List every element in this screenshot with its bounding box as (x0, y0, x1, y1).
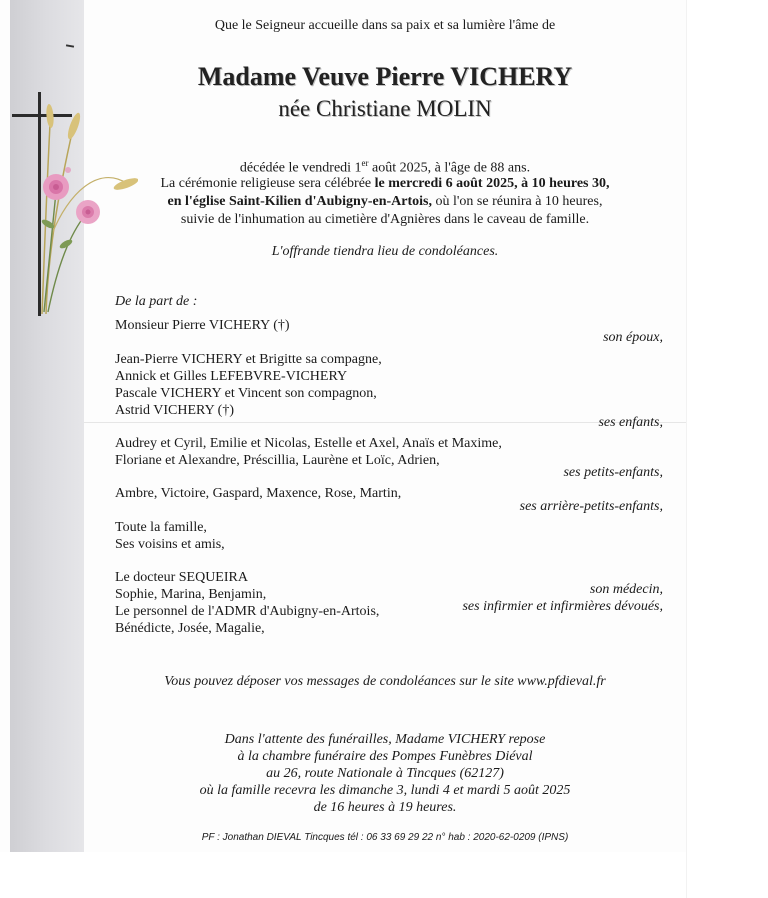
church-line (84, 194, 686, 210)
church-name: en l'église Saint-Kilien d'Aubigny-en-Artois, (167, 194, 432, 209)
ceremony-text: La cérémonie religieuse sera célébrée (160, 176, 375, 191)
meeting-time: où l'on se réunira à 10 heures, (432, 194, 603, 209)
deceased-name: Madame Veuve Pierre VICHERY (197, 62, 573, 91)
relation-label: ses arrière-petits-enfants, (519, 499, 663, 514)
relation-label: ses infirmier et infirmières dévoués, (462, 599, 663, 614)
condolences-text: Vous pouvez déposer vos messages de condoléances sur le site www.pfdieval.fr (164, 674, 606, 689)
family-line: Le personnel de l'ADMR d'Aubigny-en-Artois, (115, 604, 380, 619)
family-line: Sophie, Marina, Benjamin, (115, 587, 267, 602)
deceased-birth-name: née Christiane MOLIN (278, 96, 492, 121)
wake-line: Dans l'attente des funérailles, Madame VICHERY repose (224, 732, 546, 747)
page-margin-bottom (0, 852, 686, 898)
family-line: Bénédicte, Josée, Magalie, (115, 621, 265, 636)
wake-line: au 26, route Nationale à Tincques (62127) (266, 766, 504, 781)
page-margin (686, 0, 768, 898)
fold-line (84, 422, 686, 423)
family-line: Toute la famille, (115, 520, 207, 535)
family-line: Ambre, Victoire, Gaspard, Maxence, Rose, Martin, (115, 486, 402, 501)
from-label: De la part de : (115, 294, 198, 309)
funeral-home-footer: PF : Jonathan DIEVAL Tincques tél : 06 33 69 29 22 n° hab : 2020-62-0209 (IPNS) (201, 832, 569, 843)
family-line: Monsieur Pierre VICHERY (†) (115, 318, 290, 333)
family-line: Astrid VICHERY (†) (115, 403, 234, 418)
family-line: Floriane et Alexandre, Préscillia, Laurène et Loïc, Adrien, (115, 453, 440, 468)
wake-line: à la chambre funéraire des Pompes Funèbres Diéval (237, 749, 533, 764)
family-line: Audrey et Cyril, Emilie et Nicolas, Estelle et Axel, Anaïs et Maxime, (115, 436, 502, 451)
offering-text: L'offrande tiendra lieu de condoléances. (271, 244, 499, 259)
family-line: Annick et Gilles LEFEBVRE-VICHERY (115, 369, 348, 384)
ceremony-date: le mercredi 6 août 2025, à 10 heures 30, (374, 176, 610, 191)
ordinal-suffix: er (361, 158, 369, 168)
wake-line: de 16 heures à 19 heures. (313, 800, 457, 815)
family-line: Pascale VICHERY et Vincent son compagnon, (115, 386, 377, 401)
family-line: Le docteur SEQUEIRA (115, 570, 248, 585)
intro-text: Que le Seigneur accueille dans sa paix et sa lumière l'âme de (214, 18, 556, 33)
burial-line: suivie de l'inhumation au cimetière d'Agnières dans le caveau de famille. (180, 212, 590, 227)
family-line: Ses voisins et amis, (115, 537, 225, 552)
relation-label: ses petits-enfants, (563, 465, 663, 480)
ceremony-line (84, 176, 686, 192)
death-date-line (84, 158, 686, 177)
death-age-text: août 2025, à l'âge de 88 ans. (368, 160, 531, 176)
relation-label: ses enfants, (598, 415, 663, 430)
family-line: Jean-Pierre VICHERY et Brigitte sa compagne, (115, 352, 382, 367)
relation-label: son époux, (603, 330, 663, 345)
death-date-text: décédée le vendredi 1 (239, 160, 362, 176)
wake-line: où la famille recevra les dimanche 3, lundi 4 et mardi 5 août 2025 (199, 783, 571, 798)
relation-label: son médecin, (589, 582, 663, 597)
